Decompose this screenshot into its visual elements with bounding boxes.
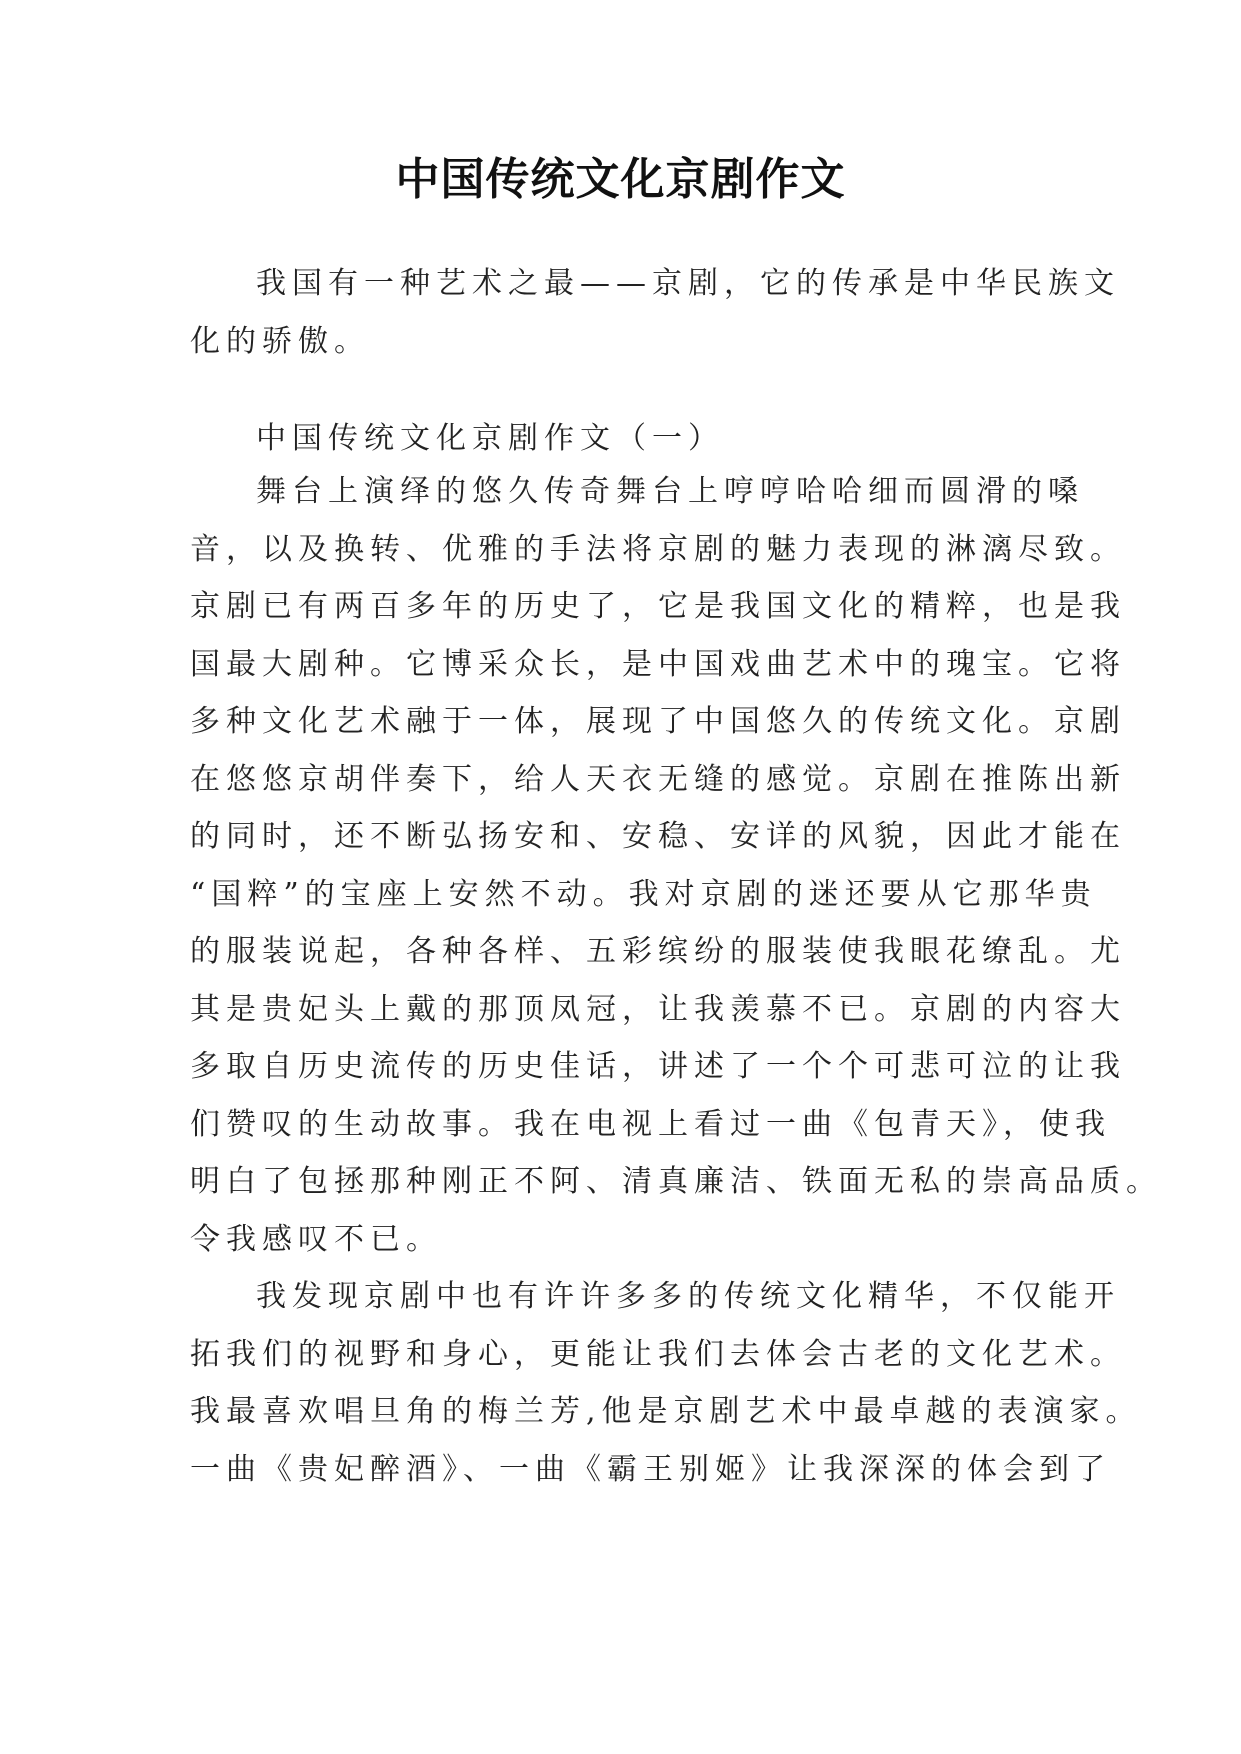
- text-line: 国最大剧种。它博采众长，是中国戏曲艺术中的瑰宝。它将: [190, 646, 1126, 682]
- text-line: 多取自历史流传的历史佳话，讲述了一个个可悲可泣的让我: [190, 1049, 1126, 1084]
- text-line: 音，以及换转、优雅的手法将京剧的魅力表现的淋漓尽致。: [190, 531, 1126, 567]
- section-heading: 中国传统文化京剧作文（一）: [256, 421, 724, 456]
- text-line: “国粹”的宝座上安然不动。我对京剧的迷还要从它那华贵: [190, 876, 1097, 912]
- page-title: 中国传统文化京剧作文: [395, 154, 846, 205]
- text-line: 明白了包拯那种刚正不阿、清真廉洁、铁面无私的崇高品质。: [190, 1164, 1162, 1199]
- text-line: 我最喜欢唱旦角的梅兰芳,他是京剧艺术中最卓越的表演家。: [190, 1394, 1142, 1429]
- text-line: 的同时，还不断弘扬安和、安稳、安详的风貌，因此才能在: [190, 819, 1126, 854]
- text-line: 的服装说起，各种各样、五彩缤纷的服装使我眼花缭乱。尤: [190, 934, 1126, 969]
- intro-paragraph: [190, 255, 1120, 370]
- text-line: 我国有一种艺术之最——京剧，它的传承是中华民族文: [256, 266, 1120, 301]
- text-line: 多种文化艺术融于一体，展现了中国悠久的传统文化。京剧: [190, 704, 1126, 739]
- text-line: 其是贵妃头上戴的那顶凤冠，让我羡慕不已。京剧的内容大: [190, 991, 1126, 1027]
- text-line: 一曲《贵妃醉酒》、一曲《霸王别姬》让我深深的体会到了: [190, 1451, 1111, 1487]
- text-line: 京剧已有两百多年的历史了，它是我国文化的精粹，也是我: [190, 589, 1126, 624]
- text-line: 拓我们的视野和身心，更能让我们去体会古老的文化艺术。: [190, 1336, 1126, 1372]
- text-line: 们赞叹的生动故事。我在电视上看过一曲《包青天》，使我: [190, 1106, 1111, 1142]
- text-line: 令我感叹不已。: [190, 1221, 442, 1257]
- text-line: 在悠悠京胡伴奏下，给人天衣无缝的感觉。京剧在推陈出新: [190, 761, 1126, 797]
- text-line: 化的骄傲。: [190, 323, 370, 359]
- section-heading-block: [190, 410, 1050, 468]
- paragraph-1: [190, 463, 1162, 1268]
- paragraph-2: [190, 1268, 1142, 1498]
- text-line: 我发现京剧中也有许许多多的传统文化精华，不仅能开: [256, 1279, 1120, 1314]
- text-line: 舞台上演绎的悠久传奇舞台上哼哼哈哈细而圆滑的嗓: [256, 474, 1084, 509]
